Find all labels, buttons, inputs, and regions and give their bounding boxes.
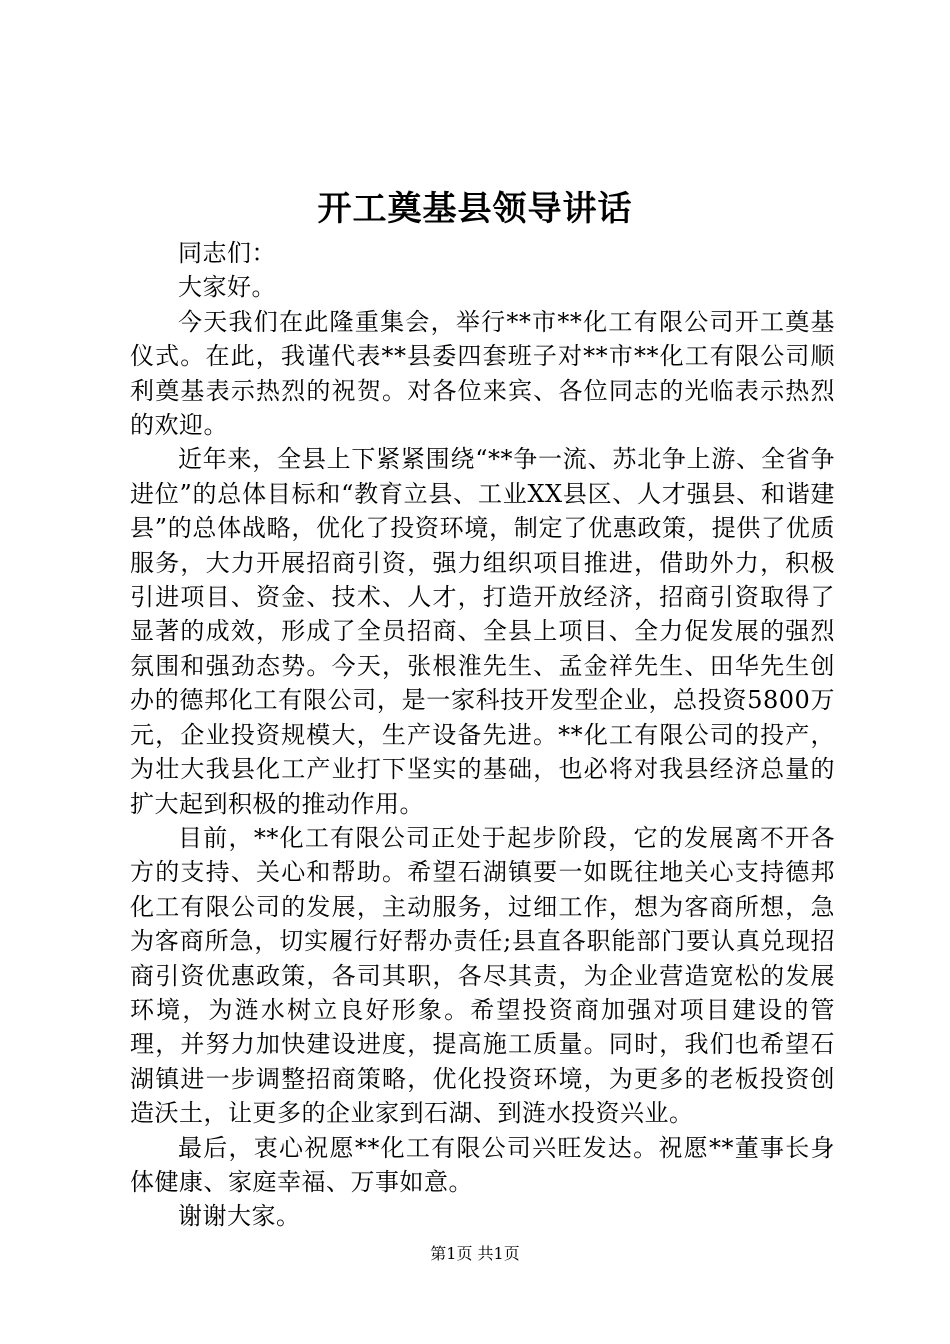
greeting-hello: 大家好。 <box>178 273 276 302</box>
paragraph-background: 近年来，全县上下紧紧围绕“**争一流、苏北争上游、全省争进位”的总体目标和“教育立县、工业XX县区、人才强县、和谐建县”的总体战略，优化了投资环境，制定了优惠政策，提供了优质服务，大力开展招商引资，强力组织项目推进，借助外力，积极引进项目、资金、技术、人才，打造开放经济，招商引资取得了显著的成效，形成了全员招商、全县上项目、全力促发展的强烈氛围和强劲态势。今天，张根淮先生、孟金祥先生、田华先生创办的德邦化工有限公司，是一家科技开发型企业，总投资5800万元，企业投资规模大，生产设备先进。**化工有限公司的投产，为壮大我县化工产业打下坚实的基础，也必将对我县经济总量的扩大起到积极的推动作用。 <box>130 445 835 818</box>
paragraph-thanks: 谢谢大家。 <box>178 1202 301 1231</box>
paragraph-expectations: 目前，**化工有限公司正处于起步阶段，它的发展离不开各方的支持、关心和帮助。希望石湖镇要一如既往地关心支持德邦化工有限公司的发展，主动服务，过细工作，想为客商所想，急为客商所急，切实履行好帮办责任;县直各职能部门要认真兑现招商引资优惠政策，各司其职，各尽其责，为企业营造宽松的发展环境，为涟水树立良好形象。希望投资商加强对项目建设的管理，并努力加快建设进度，提高施工质量。同时，我们也希望石湖镇进一步调整招商策略，优化投资环境，为更多的老板投资创造沃土，让更多的企业家到石湖、到涟水投资兴业。 <box>130 823 835 1128</box>
paragraph-closing-wishes: 最后，衷心祝愿**化工有限公司兴旺发达。祝愿**董事长身体健康、家庭幸福、万事如意。 <box>130 1133 835 1196</box>
greeting-salutation: 同志们： <box>178 239 276 267</box>
paragraph-opening: 今天我们在此隆重集会，举行**市**化工有限公司开工奠基仪式。在此，我谨代表**县委四套班子对**市**化工有限公司顺利奠基表示热烈的祝贺。对各位来宾、各位同志的光临表示热烈的欢迎。 <box>130 307 835 440</box>
document-title: 开工奠基县领导讲话 <box>317 189 633 229</box>
document-body <box>130 236 835 1234</box>
page-number-footer: 第1页 共1页 <box>430 1244 520 1263</box>
